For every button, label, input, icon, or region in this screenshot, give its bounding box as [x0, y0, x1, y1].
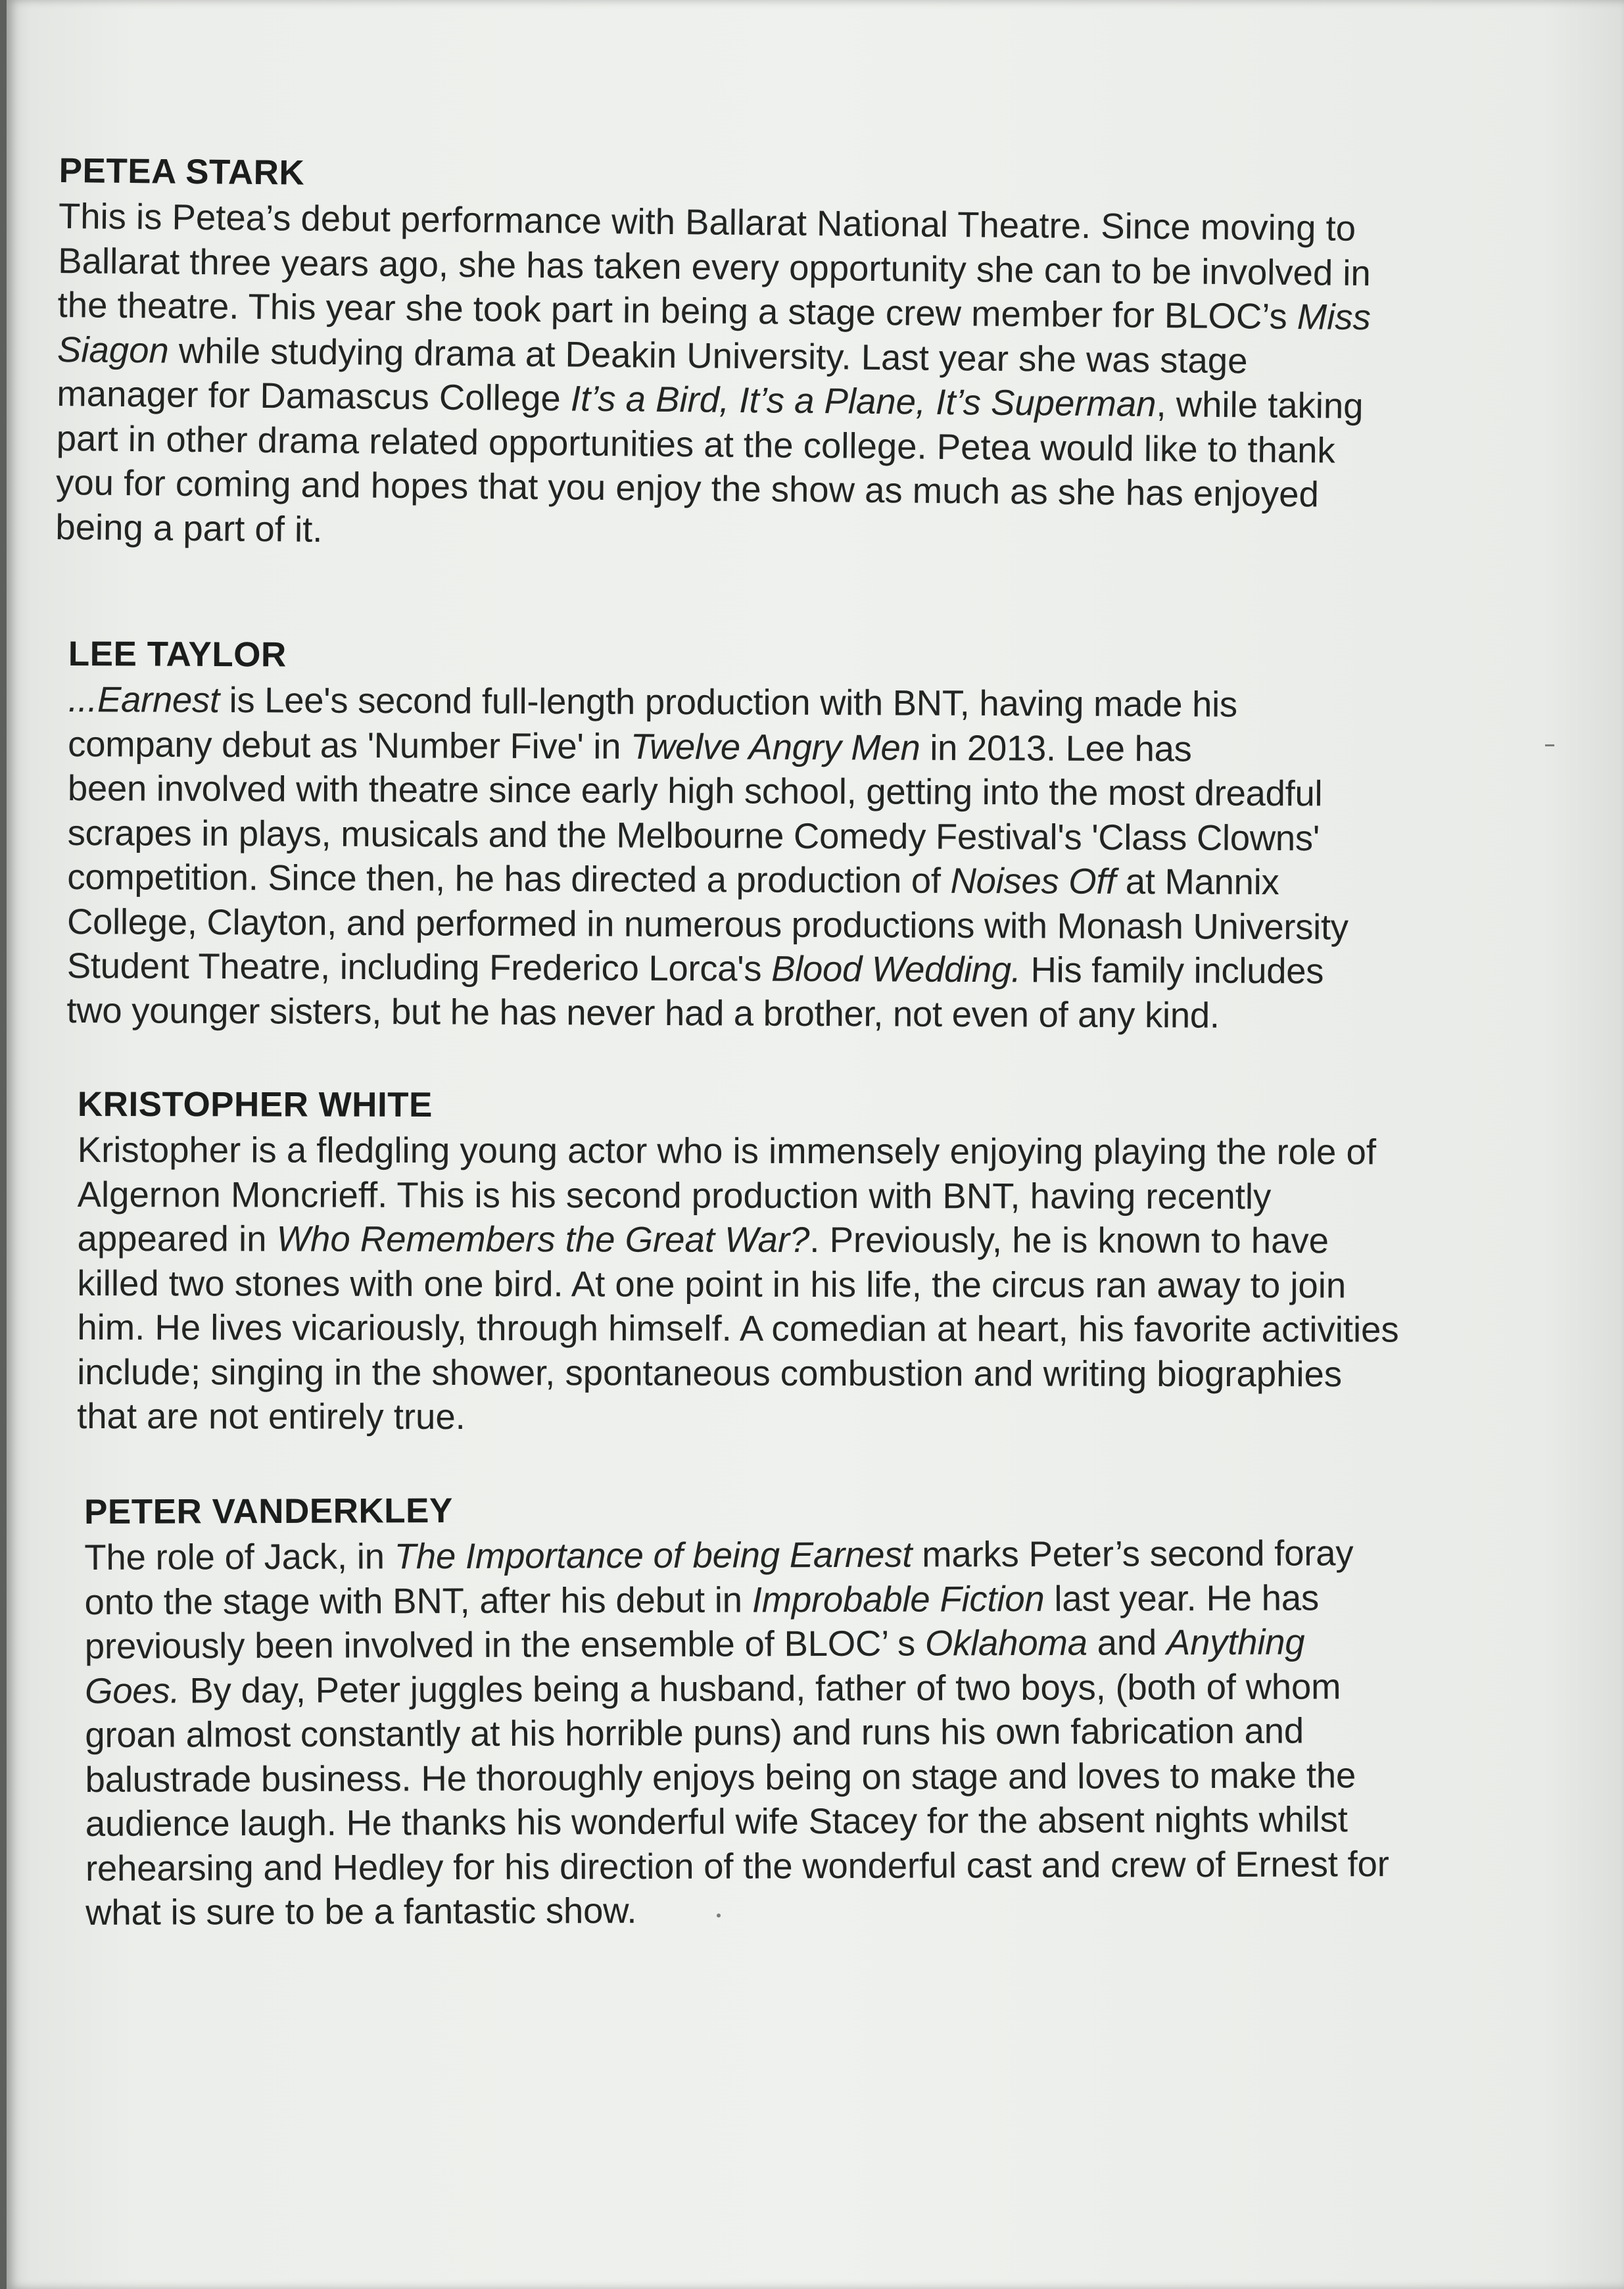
title-italic-text: Goes. — [84, 1670, 180, 1711]
bio-text-run: Kristopher is a fledgling young actor who is immensely enjoying playing the role of — [77, 1129, 1377, 1172]
title-italic-text: Anything — [1166, 1622, 1305, 1663]
bio-text-run: company debut as 'Number Five' in — [68, 723, 631, 767]
bio-text-run: previously been involved in the ensemble of BLOC’ s — [84, 1623, 926, 1666]
bio-text-line — [85, 1664, 1558, 1713]
bio-text-run: scrapes in plays, musicals and the Melbourne Comedy Festival's 'Class Clowns' — [67, 812, 1320, 858]
bio-text-run: what is sure to be a fantastic show. — [85, 1891, 637, 1933]
title-italic-text: Oklahoma — [924, 1622, 1087, 1664]
bio-name: PETER VANDERKLEY — [84, 1491, 453, 1531]
title-italic-text: Miss — [1297, 297, 1372, 338]
bio-text-line — [67, 944, 1540, 994]
bio-text-line — [78, 1128, 1550, 1174]
paper-speck — [717, 1914, 721, 1917]
title-italic-text: Improbable Fiction — [752, 1578, 1045, 1620]
bio-text-run: Ballarat three years ago, she has taken every opportunity she can to be involved in — [58, 240, 1372, 293]
bio-text-run: is Lee's second full-length production with BNT, having made his — [219, 680, 1237, 725]
bio-text-run: , while taking — [1156, 384, 1364, 427]
bio-text-run: at Mannix — [1115, 861, 1279, 903]
bio-text-run: groan almost constantly at his horrible puns) and runs his own fabrication and — [85, 1710, 1304, 1755]
bio-text-run: marks Peter’s second foray — [912, 1533, 1354, 1575]
bio-text-run: competition. Since then, he has directed a production of — [67, 856, 951, 901]
bio-text-run: manager for Damascus College — [57, 373, 571, 419]
bio-text-run: last year. He has — [1044, 1577, 1320, 1619]
bio-name: PETEA STARK — [59, 151, 305, 193]
bio-text-line — [85, 1796, 1558, 1846]
bio-name: LEE TAYLOR — [68, 634, 287, 675]
title-italic-text: Noises Off — [950, 860, 1116, 902]
bio-text-line — [78, 1217, 1550, 1263]
bio-text-run: that are not entirely true. — [77, 1395, 466, 1437]
bio-text-line — [84, 1575, 1557, 1624]
program-page — [7, 0, 1624, 2289]
bio-text-line — [68, 766, 1540, 817]
bio-text — [84, 1530, 1558, 1935]
bio-text-line — [85, 1885, 1558, 1935]
bio-text-run: balustrade business. He thoroughly enjoys being on stage and loves to make the — [85, 1754, 1356, 1800]
bio-text-run: include; singing in the shower, spontaneous combustion and writing biographies — [77, 1351, 1343, 1394]
title-italic-text: Siagon — [57, 329, 170, 371]
bio-text-run: By day, Peter juggles being a husband, father of two boys, (both of whom — [179, 1666, 1341, 1710]
bio-text-run: His family includes — [1020, 950, 1324, 992]
title-italic-text: It’s a Bird, It’s a Plane, It’s Superman — [570, 378, 1157, 425]
bio-text-line — [77, 1349, 1550, 1396]
bio-text-run: Algernon Moncrieff. This is his second production with BNT, having recently — [77, 1174, 1272, 1217]
bio-text-line — [85, 1752, 1558, 1802]
bio-text — [77, 1128, 1550, 1441]
bio-text-line — [67, 899, 1540, 950]
bio-text-line — [66, 988, 1539, 1038]
bio-kristopher-white — [77, 1082, 1550, 1441]
bio-text-run: . Previously, he is known to have — [809, 1219, 1329, 1261]
bio-text-line — [78, 1172, 1550, 1218]
title-italic-text: Blood Wedding. — [771, 948, 1021, 990]
bio-text-line — [85, 1708, 1558, 1757]
bio-text-run: while studying drama at Deakin University. Last year she was stage — [168, 330, 1248, 381]
bio-text-line — [67, 855, 1540, 905]
paper-speck — [1545, 744, 1554, 746]
bio-text-line — [84, 1530, 1557, 1579]
bio-text-run: been involved with theatre since early high school, getting into the most dreadful — [67, 767, 1323, 814]
bio-text-line — [68, 677, 1540, 728]
bio-text-run: part in other drama related opportunities at the college. Petea would like to thank — [56, 418, 1336, 471]
bio-text-line — [77, 1261, 1550, 1307]
bio-text-run: onto the stage with BNT, after his debut in — [84, 1579, 752, 1622]
bio-text-line — [77, 1394, 1550, 1441]
bio-text-line — [77, 1305, 1550, 1352]
title-italic-text: Twelve Angry Men — [630, 726, 920, 768]
bio-text-run: College, Clayton, and performed in numerous productions with Monash University — [66, 901, 1349, 947]
title-italic-text: Who Remembers the Great War? — [276, 1218, 810, 1260]
bio-peter-vanderkley — [84, 1484, 1558, 1935]
bio-text-run: him. He lives vicariously, through himself. A comedian at heart, his favorite activities — [77, 1307, 1399, 1350]
bio-text-line — [85, 1841, 1558, 1891]
bio-text-run: audience laugh. He thanks his wonderful wife Stacey for the absent nights whilst — [85, 1799, 1348, 1844]
bio-text-run: appeared in — [77, 1218, 277, 1259]
bio-lee-taylor — [66, 631, 1541, 1039]
bio-name: KRISTOPHER WHITE — [77, 1085, 433, 1124]
bio-text-run: in 2013. Lee has — [920, 727, 1192, 769]
bio-text-run: the theatre. This year she took part in being a stage crew member for BLOC’s — [57, 284, 1298, 337]
title-italic-text: The Importance of being Earnest — [394, 1534, 913, 1577]
bio-text-run: This is Petea’s debut performance with Ballarat National Theatre. Since moving to — [58, 195, 1356, 249]
bio-text — [55, 194, 1531, 563]
bio-text-run: two younger sisters, but he has never had a brother, not even of any kind. — [66, 990, 1220, 1036]
bio-text-run: Student Theatre, including Frederico Lorca's — [66, 945, 772, 989]
bio-text-run: you for coming and hopes that you enjoy the show as much as she has enjoyed — [55, 462, 1320, 515]
bio-text-run: The role of Jack, in — [84, 1536, 394, 1578]
bio-text-run: being a part of it. — [55, 506, 323, 550]
bio-text — [66, 677, 1540, 1039]
bio-text-line — [68, 721, 1540, 772]
bio-text-run: and — [1087, 1622, 1167, 1663]
bio-text-run: rehearsing and Hedley for his direction of the wonderful cast and crew of Ernest for — [85, 1843, 1389, 1889]
bio-text-run: killed two stones with one bird. At one point in his life, the circus ran away to join — [77, 1263, 1347, 1305]
title-italic-text: ...Earnest — [68, 679, 220, 721]
bio-petea-stark — [55, 148, 1532, 563]
bio-text-line — [85, 1619, 1558, 1668]
bio-text-line — [68, 810, 1540, 861]
